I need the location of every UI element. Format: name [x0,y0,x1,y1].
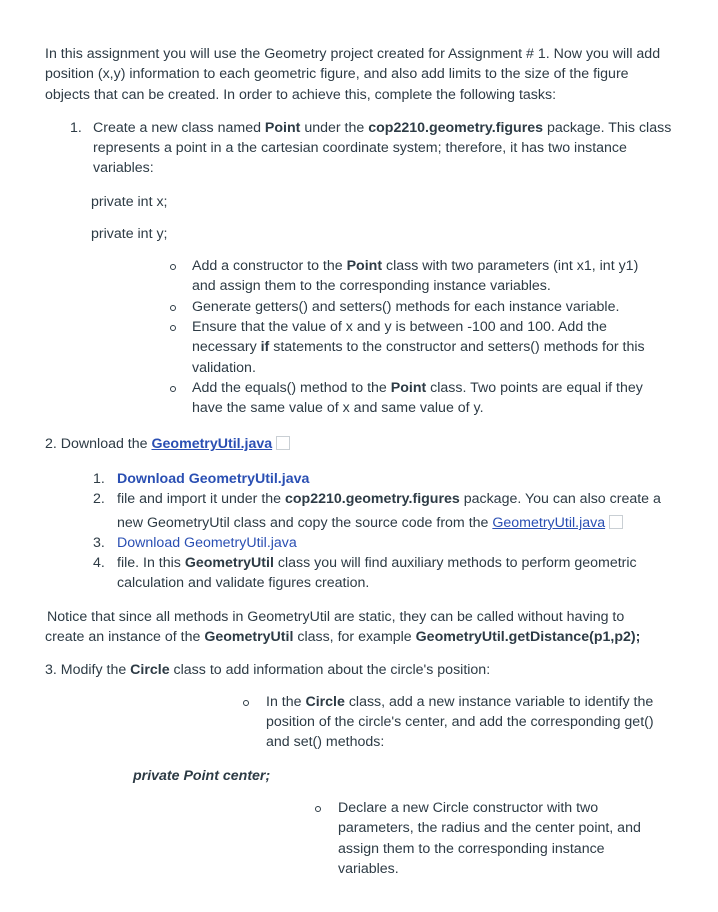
geometryutil-source-link[interactable]: GeometryUtil.java [492,515,606,531]
bullet-icon [315,806,321,812]
task-2-item-2-number: 2. [93,491,105,507]
image-placeholder-icon [276,436,290,450]
notice-line-2: create an instance of the GeometryUtil class, for example GeometryUtil.getDistance(p1,p2); [45,629,641,645]
task-3-sub-1-line-1: In the Circle class, add a new instance variable to identify the [266,694,654,710]
download-geometryutil-link-2[interactable]: Download GeometryUtil.java [117,535,297,551]
sub-3-line-1: Ensure that the value of x and y is between -100 and 100. Add the [192,319,607,335]
sub-1-line-1: Add a constructor to the Point class with two parameters (int x1, int y1) [192,258,639,274]
task-2-item-2-line-2: new GeometryUtil class and copy the source code from the GeometryUtil.java [117,513,623,533]
sub-3-line-2: necessary if statements to the constructor and setters() methods for this [192,339,645,355]
sub-2-line-1: Generate getters() and setters() methods for each instance variable. [192,299,620,315]
task-1-number: 1. [70,120,82,136]
task-3-sub-2-line-2: parameters, the radius and the center point, and [338,820,641,836]
code-var-x: private int x; [91,194,168,210]
code-private-point-center: private Point center; [133,768,271,784]
sub-4-line-1: Add the equals() method to the Point class. Two points are equal if they [192,380,643,396]
task-1-line-2: represents a point in a the cartesian coordinate system; therefore, it has two instance [93,140,627,156]
intro-line-2: position (x,y) information to each geometric figure, and also add limits to the size of the figure [45,66,629,82]
bullet-icon [170,264,176,270]
bullet-icon [243,700,249,706]
geometryutil-link[interactable]: GeometryUtil.java [151,436,273,452]
download-geometryutil-link[interactable]: Download GeometryUtil.java [117,471,310,487]
task-2-heading: 2. Download the GeometryUtil.java [45,434,290,454]
task-3-sub-1-line-3: and set() methods: [266,734,385,750]
task-2-item-3-number: 3. [93,535,105,551]
task-2-item-4-line-1: file. In this GeometryUtil class you will find auxiliary methods to perform geometric [117,555,637,571]
task-2-item-4-line-2: calculation and validate figures creation. [117,575,370,591]
task-3-sub-2-line-4: variables. [338,861,399,877]
sub-1-line-2: and assign them to the corresponding instance variables. [192,278,551,294]
bullet-icon [170,325,176,331]
task-2-item-3 [117,533,297,553]
task-2-item-4-number: 4. [93,555,105,571]
sub-3-line-3: validation. [192,360,256,376]
task-2-item-1-number: 1. [93,471,105,487]
bullet-icon [170,305,176,311]
task-1-line-3: variables: [93,160,154,176]
code-var-y: private int y; [91,226,168,242]
intro-line-3: objects that can be created. In order to achieve this, complete the following tasks: [45,87,557,103]
task-3-sub-2-line-3: assign them to the corresponding instance [338,841,605,857]
task-3-sub-2-line-1: Declare a new Circle constructor with two [338,800,599,816]
task-3-heading: 3. Modify the Circle class to add information about the circle's position: [45,662,491,678]
bullet-icon [170,386,176,392]
task-3-sub-1-line-2: position of the circle's center, and add the corresponding get() [266,714,654,730]
sub-4-line-2: have the same value of x and same value of y. [192,400,484,416]
image-placeholder-icon [609,515,623,529]
task-2-item-1 [117,469,309,489]
notice-line-1: Notice that since all methods in GeometryUtil are static, they can be called without having to [47,609,625,625]
task-2-item-2-line-1: file and import it under the cop2210.geometry.figures package. You can also create a [117,491,661,507]
task-1-line-1: Create a new class named Point under the cop2210.geometry.figures package. This class [93,120,672,136]
intro-line-1: In this assignment you will use the Geometry project created for Assignment # 1. Now you will add [45,46,661,62]
